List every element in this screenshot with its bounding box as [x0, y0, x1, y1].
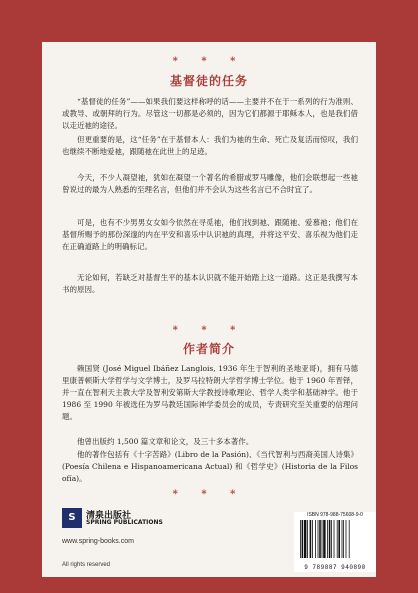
section-title-task: 基督徒的任务 — [169, 74, 248, 88]
publisher-website: www.spring-books.com — [62, 538, 134, 545]
paragraph: 但更重要的是，这“任务”在于基督本人：我们为祂的生命、死亡及复活而惊叹，我们也继续不断地爱祂，跟随祂在此世上的足迹。 — [62, 135, 358, 156]
barcode-bar — [319, 520, 321, 558]
paragraph: 可是，也有不少男男女女如今依然在寻觅祂，他们找到祂、跟随祂、爱慕祂；他们在基督所赐予的那份深邃的内在平安和喜乐中认识祂的真理，并将这平安、喜乐视为他们走在正确道路上的明确标记。 — [62, 218, 358, 251]
paragraph: 赖国贤 (José Miguel Ibáñez Langlois, 1936 年生于智利的圣地亚哥)，拥有马德里康普顿斯大学哲学与文学博士，及罗马拉特朗大学哲学博士学位。他于 1960 年晋铎，并一直在智利天主教大学及智利安第斯大学教授诗歌理论、哲学人类学和基础神学。他于 1986 至 1990 年被选任为罗马教廷国际神学委员会的成员，专责研究至关重要的信理问题。 — [62, 364, 358, 421]
barcode-bar — [315, 520, 316, 558]
barcode-bar — [342, 520, 343, 558]
publisher-logo — [62, 508, 172, 530]
barcode-bar — [322, 520, 323, 558]
isbn-digits: 9 789887 940890 — [304, 564, 366, 571]
barcode-bar — [329, 520, 331, 558]
barcode-bar — [318, 520, 319, 558]
barcode-bar — [304, 520, 306, 558]
barcode-bar — [334, 520, 335, 558]
paragraph: 他曾出版约 1,500 篇文章和论文，及三十多本著作。 — [77, 437, 254, 446]
publisher-name-en: SPRING PUBLICATIONS — [86, 519, 163, 526]
barcode-bar — [310, 520, 312, 558]
text-panel — [42, 42, 376, 577]
barcode-bar — [346, 520, 347, 558]
paragraph: 今天，不少人凝望祂，犹如在凝望一个著名的希腊或罗马雕像，他们会联想起一些祂曾说过的最为人熟悉的至理名言，但他们并不会认为这些名言已不合时宜了。 — [62, 173, 358, 194]
paragraph: “基督徒的任务”——如果我们要这样称呼的话——主要并不在于一系列的行为准则、或教导、或朝拜的行为。尽管这一切都是必须的，因为它们都源于耶稣本人，也是我们借以走近祂的途径。 — [62, 97, 358, 130]
section-divider-top: * * * — [172, 56, 246, 67]
barcode-bar — [338, 520, 340, 558]
barcode-bar — [302, 520, 304, 558]
barcode-bar — [327, 520, 328, 558]
barcode-bar — [331, 520, 332, 558]
publisher-name-cn: 清泉出版社 — [86, 511, 132, 521]
publisher-mark-icon: S — [62, 508, 82, 528]
barcode-bars — [300, 520, 370, 558]
isbn-barcode — [294, 512, 376, 572]
section-divider-bottom: * * * — [172, 489, 246, 500]
barcode-bar — [337, 520, 338, 558]
paragraph: 无论如何，若缺乏对基督生平的基本认识就不能开始踏上这一道路。这正是我撰写本书的原因。 — [62, 273, 358, 294]
barcode-bar — [300, 520, 301, 558]
paragraph: 他的著作包括有《十字苦路》(Libro de la Pasión)、《当代智利与西裔美国人诗集》(Poesía Chilena e Hispanoamericana Actual) 和《哲学史》(Historia de la Filosofía)。 — [62, 450, 358, 483]
barcode-bar — [349, 520, 350, 558]
rights-notice: All rights reserved — [62, 562, 111, 568]
section-title-author: 作者简介 — [182, 342, 235, 356]
barcode-bar — [307, 520, 308, 558]
barcode-bar — [312, 520, 313, 558]
section-divider-middle: * * * — [172, 325, 246, 336]
barcode-bar — [343, 520, 344, 558]
isbn-label: ISBN 978-988-75608-9-0 — [307, 512, 363, 518]
barcode-bar — [323, 520, 325, 558]
